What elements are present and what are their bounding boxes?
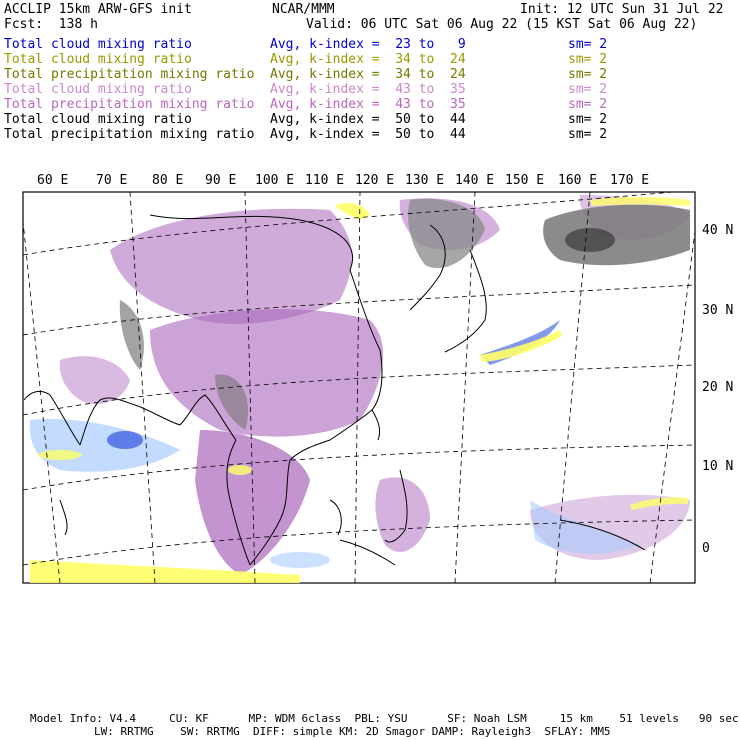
lon-label-11: 170 E bbox=[610, 173, 650, 188]
legend-sm-3: sm= 2 bbox=[568, 82, 608, 97]
lon-label-5: 110 E bbox=[305, 173, 345, 188]
legend-sm-1: sm= 2 bbox=[568, 52, 608, 67]
lon-label-7: 130 E bbox=[405, 173, 445, 188]
legend-avg-2: Avg, k-index = 34 to 24 bbox=[270, 67, 466, 82]
center-label: NCAR/MMM bbox=[272, 2, 335, 17]
legend-field-3: Total cloud mixing ratio bbox=[4, 82, 192, 97]
legend-avg-3: Avg, k-index = 43 to 35 bbox=[270, 82, 466, 97]
legend-sm-5: sm= 2 bbox=[568, 112, 608, 127]
legend-field-1: Total cloud mixing ratio bbox=[4, 52, 192, 67]
model-info-line-1: Model Info: V4.4 CU: KF MP: WDM 6class PBL: YSU SF: Noah LSM 15 km 51 levels 90 sec bbox=[30, 712, 739, 725]
lat-label-3: 10 N bbox=[702, 459, 734, 474]
lon-label-0: 60 E bbox=[37, 173, 69, 188]
forecast-hour: Fcst: 138 h bbox=[4, 17, 98, 32]
legend-sm-6: sm= 2 bbox=[568, 127, 608, 142]
legend-field-5: Total cloud mixing ratio bbox=[4, 112, 192, 127]
lon-label-9: 150 E bbox=[505, 173, 545, 188]
lat-label-4: 0 bbox=[702, 541, 710, 556]
init-time: Init: 12 UTC Sun 31 Jul 22 bbox=[520, 2, 724, 17]
legend-sm-2: sm= 2 bbox=[568, 67, 608, 82]
lon-label-3: 90 E bbox=[205, 173, 237, 188]
lat-label-2: 20 N bbox=[702, 380, 734, 395]
model-info-line-2: LW: RRTMG SW: RRTMG DIFF: simple KM: 2D Smagor DAMP: Rayleigh3 SFLAY: MM5 bbox=[94, 725, 611, 738]
lon-tick-labels bbox=[37, 173, 649, 188]
lon-label-10: 160 E bbox=[558, 173, 598, 188]
lon-label-1: 70 E bbox=[96, 173, 128, 188]
legend-field-4: Total precipitation mixing ratio bbox=[4, 97, 255, 112]
lon-label-4: 100 E bbox=[255, 173, 295, 188]
lat-label-0: 40 N bbox=[702, 223, 734, 238]
valid-time: Valid: 06 UTC Sat 06 Aug 22 (15 KST Sat 06 Aug 22) bbox=[306, 17, 698, 32]
lon-label-2: 80 E bbox=[152, 173, 184, 188]
legend-avg-1: Avg, k-index = 34 to 24 bbox=[270, 52, 466, 67]
lon-label-8: 140 E bbox=[455, 173, 495, 188]
legend-field-6: Total precipitation mixing ratio bbox=[4, 127, 255, 142]
legend-avg-4: Avg, k-index = 43 to 35 bbox=[270, 97, 466, 112]
legend-avg-6: Avg, k-index = 50 to 44 bbox=[270, 127, 466, 142]
lat-tick-labels bbox=[702, 223, 733, 556]
legend-sm-4: sm= 2 bbox=[568, 97, 608, 112]
legend-avg-0: Avg, k-index = 23 to 9 bbox=[270, 37, 466, 52]
legend-avg-5: Avg, k-index = 50 to 44 bbox=[270, 112, 466, 127]
legend-sm-0: sm= 2 bbox=[568, 37, 608, 52]
run-title: ACCLIP 15km ARW-GFS init bbox=[4, 2, 192, 17]
lat-label-1: 30 N bbox=[702, 303, 734, 318]
legend-field-0: Total cloud mixing ratio bbox=[4, 37, 192, 52]
legend-field-2: Total precipitation mixing ratio bbox=[4, 67, 255, 82]
lon-label-6: 120 E bbox=[355, 173, 395, 188]
